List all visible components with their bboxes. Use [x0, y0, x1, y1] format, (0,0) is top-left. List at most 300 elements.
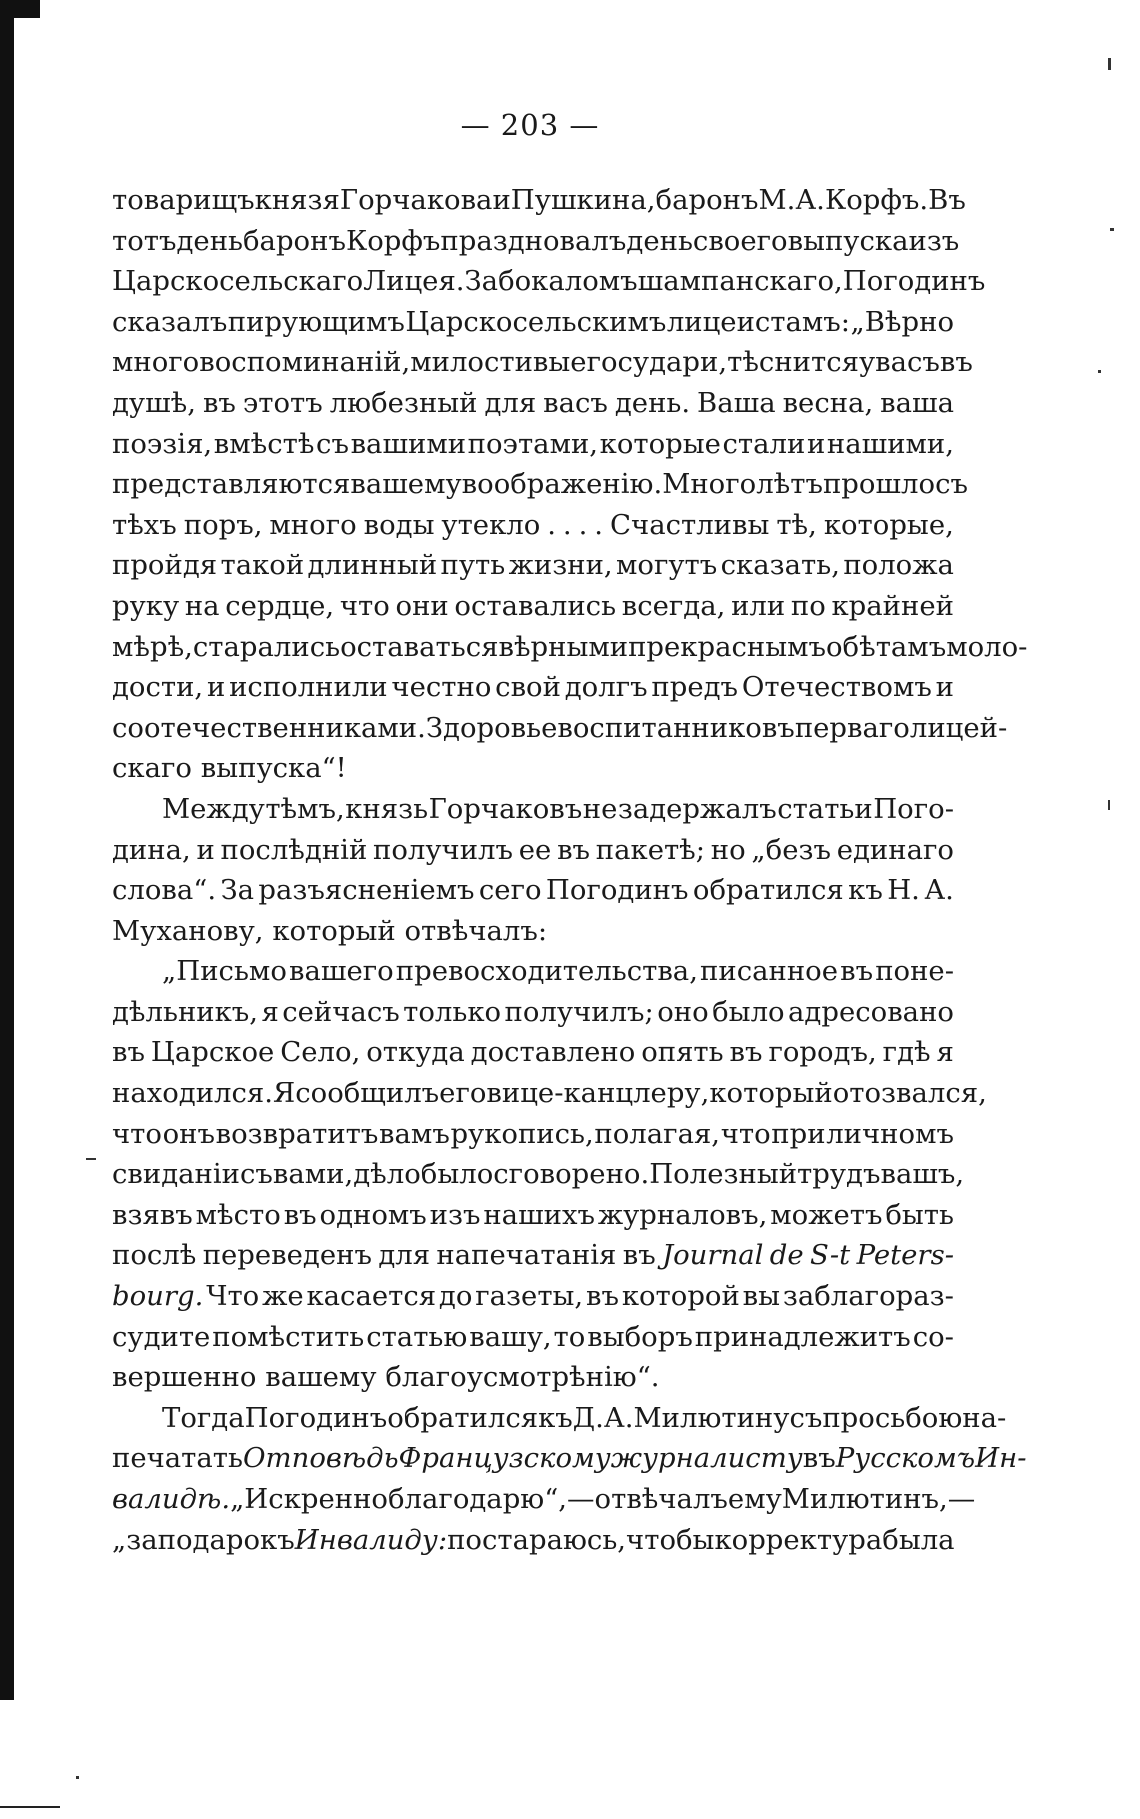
word: Ин-	[975, 1442, 1027, 1475]
word: и	[196, 833, 215, 866]
word: поне-	[875, 955, 954, 988]
word: просьбою	[822, 1401, 963, 1434]
word: было	[712, 995, 785, 1028]
word: вице-канцлеру,	[486, 1077, 710, 1110]
word: прошло	[822, 468, 936, 501]
word: Я	[273, 1077, 296, 1110]
word: жизни,	[508, 549, 613, 582]
word: для	[378, 1239, 431, 1272]
page-number: — 203 —	[460, 108, 600, 142]
word: вашъ,	[880, 1158, 965, 1191]
word: получилъ;	[504, 995, 654, 1028]
word: Пого-	[873, 792, 954, 825]
word: выпуска“!	[200, 752, 347, 785]
word: напечатанія	[436, 1239, 617, 1272]
word: въ	[622, 1239, 656, 1272]
word: адресовано	[788, 995, 954, 1028]
text-line	[112, 830, 954, 871]
word: гдѣ	[882, 1036, 931, 1069]
word: съ	[935, 468, 968, 501]
text-line	[112, 667, 954, 708]
word: въ	[840, 955, 874, 988]
word: старались	[192, 630, 341, 663]
word: откуда	[366, 1036, 465, 1069]
text-line	[112, 302, 954, 343]
word: лѣтъ	[756, 468, 823, 501]
word: Милютину	[633, 1401, 790, 1434]
text-line	[112, 1073, 987, 1114]
word: баронъ	[655, 184, 759, 216]
word: вѣрными	[498, 630, 629, 663]
word: руку	[112, 589, 180, 622]
word: Милютинъ,—	[781, 1483, 976, 1515]
word: было	[420, 1158, 494, 1191]
word: ваша	[880, 386, 954, 419]
word: скаго	[112, 752, 192, 785]
text-line	[112, 627, 1028, 668]
word: нашими,	[826, 427, 954, 460]
scan-speck	[76, 1776, 79, 1779]
word: вы	[742, 1280, 781, 1313]
word: но	[710, 833, 746, 866]
word: въ	[283, 1198, 317, 1231]
word: могутъ	[616, 549, 718, 582]
word: путь	[440, 549, 506, 582]
word: день	[176, 224, 243, 257]
word: то	[553, 1320, 586, 1353]
word: нашихъ	[483, 1198, 595, 1231]
text-line	[112, 464, 968, 505]
word: Корфъ.	[824, 184, 929, 216]
word: переведенъ	[202, 1239, 372, 1272]
word: оно	[657, 995, 709, 1028]
word: князь	[345, 792, 429, 825]
word: любезный	[329, 386, 478, 419]
word: Царскосельскимъ	[405, 305, 667, 338]
text-line	[112, 992, 954, 1033]
word: Счастливы	[609, 508, 770, 541]
word: Царскосельскаго	[112, 265, 364, 298]
text-line	[112, 1154, 965, 1195]
text-line	[112, 342, 973, 383]
word: въ	[729, 1036, 763, 1069]
word: тѣснится	[727, 346, 859, 379]
word: А.	[603, 1401, 634, 1434]
word: взявъ	[112, 1198, 193, 1231]
word: обратился	[692, 874, 844, 907]
word: свой	[495, 671, 561, 704]
word: пройдя	[112, 549, 218, 582]
word: въ	[112, 1036, 145, 1069]
word: поэзія,	[112, 427, 213, 460]
word: дости,	[112, 671, 204, 704]
word: и	[206, 671, 226, 704]
word: благодарю“,—отвѣчалъ	[387, 1483, 728, 1515]
text-line	[112, 221, 960, 262]
scan-edge-mark-bottom	[0, 1806, 60, 1808]
text-line	[112, 383, 954, 424]
word: предъ	[651, 671, 739, 704]
word: воспоминаній,	[199, 346, 411, 379]
word: съ	[316, 427, 349, 460]
page-body-text	[112, 180, 1028, 1560]
word: сейчасъ	[282, 995, 400, 1028]
word: мѣрѣ,	[112, 630, 193, 663]
word: сказалъ	[112, 305, 228, 338]
word: de	[769, 1239, 804, 1272]
word: получилъ	[373, 833, 514, 866]
word: газеты,	[475, 1280, 584, 1313]
text-line	[112, 1114, 954, 1155]
word: слова“.	[112, 874, 217, 907]
word: на	[184, 589, 220, 622]
word: отвѣчалъ:	[404, 914, 548, 947]
word: свиданіи	[112, 1158, 240, 1191]
word: или	[731, 589, 786, 622]
word: же	[262, 1280, 304, 1313]
word: крайней	[831, 589, 954, 622]
text-line	[112, 505, 954, 546]
word: Муханову,	[112, 914, 264, 947]
text-line	[112, 870, 954, 911]
word: „Вѣрно	[850, 305, 954, 338]
word: они	[395, 589, 449, 622]
word: За	[220, 874, 255, 907]
word: много	[112, 346, 200, 379]
word: S-t	[810, 1239, 851, 1272]
word: опять	[641, 1036, 724, 1069]
word: стали	[722, 427, 806, 460]
word: вами,	[272, 1158, 354, 1191]
paragraph	[112, 180, 1028, 789]
word: выборъ	[587, 1320, 693, 1353]
word: въ	[939, 346, 973, 379]
word: сердце,	[225, 589, 335, 622]
word: .	[562, 508, 572, 541]
word: Погодинъ	[545, 874, 689, 907]
text-line	[112, 1235, 954, 1276]
word: можетъ	[770, 1198, 883, 1231]
word: съ	[789, 1401, 823, 1434]
word: и	[492, 184, 511, 216]
word: журналисту	[610, 1442, 803, 1475]
word: личномъ	[826, 1117, 954, 1150]
word: день.	[614, 386, 691, 419]
word: честно	[391, 671, 492, 704]
word: который	[272, 914, 396, 947]
word: пирующимъ	[227, 305, 405, 338]
word: Здоровье	[425, 711, 558, 744]
text-line	[112, 1032, 954, 1073]
word: перваго	[794, 711, 910, 744]
word: у	[858, 346, 876, 379]
word: Н.	[887, 874, 920, 907]
word: поэтами,	[467, 427, 599, 460]
word: находился.	[112, 1077, 274, 1110]
word: я	[261, 995, 279, 1028]
paragraph	[112, 1398, 1027, 1560]
text-line	[112, 586, 954, 627]
word: Отечествомъ	[741, 671, 932, 704]
word: въ	[202, 386, 236, 419]
word: журналовъ,	[597, 1198, 768, 1231]
word: воображенію.	[461, 468, 663, 501]
word: баронъ	[243, 224, 346, 257]
word: вершенно	[112, 1361, 257, 1394]
word: Тогда	[162, 1401, 245, 1434]
text-line	[112, 1520, 954, 1561]
paragraph	[112, 951, 987, 1398]
word: обратился	[387, 1401, 539, 1434]
word: тѣхъ	[112, 508, 177, 541]
word: корректура	[714, 1523, 883, 1556]
word: вашу,	[469, 1320, 552, 1353]
word: сего	[478, 874, 542, 907]
word: возвратитъ	[215, 1117, 379, 1150]
word: только	[403, 995, 502, 1028]
word: много	[269, 508, 357, 541]
word: „Письмо	[162, 955, 287, 988]
word: васъ	[875, 346, 940, 379]
word: моло-	[946, 630, 1028, 663]
word: не	[582, 792, 618, 825]
word: прекраснымъ	[628, 630, 826, 663]
word: превосходительства,	[395, 955, 698, 988]
word: помѣстить	[212, 1320, 365, 1353]
word: рукопись,	[450, 1117, 594, 1150]
word: Что	[206, 1280, 260, 1313]
word: оставаться	[340, 630, 499, 663]
text-line	[112, 180, 966, 221]
word: съ	[240, 1158, 273, 1191]
word: я	[936, 1036, 954, 1069]
word: постараюсь,	[447, 1523, 627, 1556]
word: полагая,	[594, 1117, 721, 1150]
word: Французскому	[398, 1442, 611, 1475]
word: вашему	[265, 1361, 377, 1394]
text-line	[112, 748, 954, 789]
word: послѣдній	[220, 833, 368, 866]
scan-speck	[1108, 800, 1110, 810]
word: „за	[112, 1523, 158, 1556]
word: „Искренно	[230, 1483, 388, 1515]
word: задержалъ	[617, 792, 777, 825]
word: ее	[518, 833, 552, 866]
word: весна,	[782, 386, 874, 419]
word: Peters-	[856, 1239, 954, 1272]
word: лицеистамъ:	[666, 305, 851, 338]
word: день	[626, 224, 693, 257]
word: что	[720, 1117, 771, 1150]
word: при	[771, 1117, 826, 1150]
word: была	[882, 1523, 955, 1556]
word: со-	[912, 1320, 954, 1353]
word: этотъ	[242, 386, 323, 419]
word: Погодинъ	[244, 1401, 388, 1434]
word: Русскомъ	[835, 1442, 976, 1475]
word: А.	[924, 874, 954, 907]
word: Много	[662, 468, 757, 501]
word: вмѣстѣ	[213, 427, 315, 460]
word: одномъ	[319, 1198, 427, 1231]
word: благоусмотрѣнію“.	[385, 1361, 660, 1394]
text-line	[112, 1195, 954, 1236]
word: поръ,	[183, 508, 263, 541]
word: такой	[220, 549, 305, 582]
word: Между	[162, 792, 265, 825]
word: чтобы	[626, 1523, 715, 1556]
text-line	[112, 1357, 954, 1398]
word: тотъ	[112, 224, 177, 257]
scan-speck	[86, 1158, 96, 1160]
text-line	[112, 545, 954, 586]
word: „безъ	[751, 833, 831, 866]
word: князя	[254, 184, 340, 216]
word: сказать,	[720, 549, 840, 582]
word: Въ	[928, 184, 966, 216]
word: Journal	[662, 1239, 764, 1272]
text-line	[112, 1317, 954, 1358]
word: вашему	[350, 468, 462, 501]
word: и	[806, 427, 826, 460]
text-line	[112, 424, 954, 465]
book-spine-shadow	[0, 0, 14, 1700]
word: васъ	[543, 386, 608, 419]
word: печатать	[112, 1442, 243, 1475]
word: статьи	[777, 792, 873, 825]
word: воды	[363, 508, 435, 541]
word: тѣмъ,	[265, 792, 345, 825]
word: и	[935, 671, 954, 704]
word: вашими	[350, 427, 467, 460]
word: bourg.	[112, 1280, 204, 1313]
scan-edge-mark	[0, 0, 40, 18]
word: Пушкина,	[510, 184, 656, 216]
word: на-	[962, 1401, 1007, 1434]
word: его	[439, 1077, 487, 1110]
word: Село,	[280, 1036, 361, 1069]
text-line	[112, 1276, 954, 1317]
word: всегда,	[621, 589, 726, 622]
word: изъ	[429, 1198, 481, 1231]
word: М.	[758, 184, 796, 216]
word: душѣ,	[112, 386, 197, 419]
word: по	[790, 589, 826, 622]
word: своего	[692, 224, 788, 257]
word: который	[709, 1077, 833, 1110]
word: Погодинъ	[842, 265, 986, 298]
word: статью	[366, 1320, 468, 1353]
word: что	[112, 1117, 162, 1150]
word: принадлежитъ	[694, 1320, 911, 1353]
word: отозвался,	[832, 1077, 987, 1110]
word: Горчаковъ	[428, 792, 583, 825]
word: вашего	[289, 955, 394, 988]
word: .	[594, 508, 604, 541]
word: Отповѣдь	[242, 1442, 399, 1475]
word: разъясненіемъ	[258, 874, 475, 907]
text-line	[112, 708, 1008, 749]
word: утекло	[441, 508, 541, 541]
word: За	[464, 265, 499, 298]
word: шампанскаго,	[637, 265, 843, 298]
scan-speck	[1098, 370, 1101, 373]
word: въ	[557, 833, 591, 866]
word: мѣсто	[195, 1198, 281, 1231]
word: которые,	[823, 508, 954, 541]
text-line	[112, 911, 954, 952]
word: заблагораз-	[782, 1280, 954, 1313]
paragraph	[112, 789, 954, 951]
word: государи,	[586, 346, 728, 379]
word: Инвалиду:	[294, 1523, 448, 1556]
word: положа	[843, 549, 954, 582]
word: подарокъ	[157, 1523, 295, 1556]
word: единаго	[836, 833, 954, 866]
word: ему	[727, 1483, 782, 1515]
word: дѣло	[353, 1158, 421, 1191]
word: дѣльникъ,	[112, 995, 259, 1028]
word: выпуска	[787, 224, 909, 257]
word: оставались	[454, 589, 617, 622]
word: трудъ	[797, 1158, 881, 1191]
word: исполнили	[229, 671, 388, 704]
text-line	[112, 1438, 1027, 1479]
word: товарищъ	[112, 184, 255, 216]
text-line	[112, 1479, 976, 1520]
word: пакетѣ;	[595, 833, 706, 866]
word: .	[547, 508, 556, 541]
word: Царское	[150, 1036, 275, 1069]
word: Д.	[572, 1401, 604, 1434]
word: соотечественниками.	[112, 711, 426, 744]
word: что	[339, 589, 390, 622]
word: судите	[112, 1320, 211, 1353]
word: писанное	[700, 955, 838, 988]
word: тѣ,	[776, 508, 817, 541]
word: послѣ	[112, 1239, 197, 1272]
word: Ваша	[697, 386, 776, 419]
word: Корфъ	[345, 224, 441, 257]
word: въ	[802, 1442, 836, 1475]
word: городъ,	[768, 1036, 877, 1069]
word: въ	[586, 1280, 619, 1313]
text-line	[112, 789, 954, 830]
word: изъ	[908, 224, 960, 257]
word: сговорено.	[493, 1158, 650, 1191]
word: милостивые	[410, 346, 587, 379]
text-line	[112, 1398, 1007, 1439]
word: которой	[621, 1280, 740, 1313]
word: А.	[795, 184, 825, 216]
word: Полезный	[649, 1158, 798, 1191]
word: праздновалъ	[440, 224, 627, 257]
word: .	[578, 508, 588, 541]
word: доставлено	[470, 1036, 636, 1069]
word: дина,	[112, 833, 191, 866]
word: быть	[885, 1198, 954, 1231]
word: Лицея.	[363, 265, 465, 298]
text-line	[112, 951, 954, 992]
scan-speck	[1108, 58, 1111, 70]
word: валидѣ.	[112, 1483, 231, 1515]
word: сообщилъ	[295, 1077, 440, 1110]
word: представляются	[112, 468, 351, 501]
word: къ	[848, 874, 883, 907]
word: которые	[599, 427, 721, 460]
word: воспитанниковъ	[557, 711, 795, 744]
word: вамъ	[379, 1117, 450, 1150]
